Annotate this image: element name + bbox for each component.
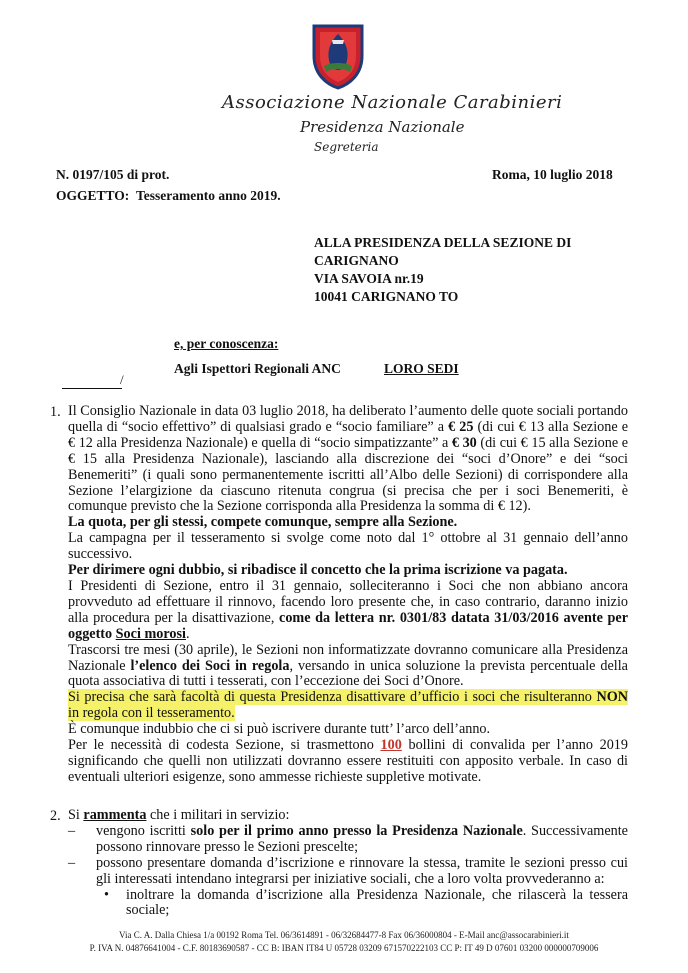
paragraph-stamps: Per le necessità di codesta Sezione, si trasmettono 100 bollini di convalida per l’anno 2019 significando che quelli non utilizzati dovranno essere restituiti con apposito verbale. In caso di eventuali ulteriori esigenze, sono ammesse richieste suppletive motivate. <box>68 737 628 785</box>
list-item: – vengono iscritti solo per il primo anno presso la Presidenza Nazionale. Successivamente possono rinnovare presso le Sezioni prescelte; <box>68 822 628 855</box>
recipient-line4: 10041 CARIGNANO TO <box>314 289 459 304</box>
section-2-number: 2. <box>50 808 61 824</box>
section-2-intro: Si rammenta che i militari in servizio: <box>68 807 290 823</box>
recipient-line1: ALLA PRESIDENZA DELLA SEZIONE DI <box>314 235 572 250</box>
org-presidency: Presidenza Nazionale <box>300 118 465 136</box>
place-date: Roma, 10 luglio 2018 <box>492 167 613 182</box>
section-1-body <box>68 404 628 786</box>
cc-loro-sedi: LORO SEDI <box>384 361 459 376</box>
footer-tax-bank: P. IVA N. 04876641004 - C.F. 80183690587 - CC B: IBAN IT84 U 05728 03209 671570222103 CC P: IT 49 D 07601 03200 000000709006 <box>89 943 599 953</box>
cc-label: e, per conoscenza: <box>174 336 279 351</box>
list-item: • inoltrare la domanda d’iscrizione alla Presidenza Nazionale, che rilascerà la tessera sociale; <box>104 886 628 919</box>
paragraph-anytime: È comunque indubbio che ci si può iscrivere durante tutt’ l’arco dell’anno. <box>68 721 491 738</box>
paragraph-quotas: Il Consiglio Nazionale in data 03 luglio 2018, ha deliberato l’aumento delle quote sociali portando quella di “socio effettivo” di qualsiasi grado e “socio familiare” a € 25 (di cui € 13 alla Sezione e € 12 alla Presidenza Nazionale) e quella di “socio simpatizzante” a € 30 (di cui € 15 alla Sezione e € 15 alla Presidenza Nazionale), lasciando alla discrezione dei “soci d’Onore” e dei “soci Benemeriti” (i quali sono permanentemente iscritti all’Albo delle Sezioni) di corrispondere alla Sezione l’elargizione da ciascuno ritenuta congrua (si precisa che per i soci Benemeriti, è comunque previsto che la Sezione corrisponda alla Presidenza la somma di € 12). <box>68 403 629 515</box>
subject-label: OGGETTO: <box>56 188 130 203</box>
anc-crest-logo <box>310 22 366 90</box>
cc-recipients: Agli Ispettori Regionali ANC <box>174 361 341 376</box>
paragraph-campaign: La campagna per il tesseramento si svolge come noto dal 1° ottobre al 31 gennaio dell’anno successivo. <box>68 530 628 563</box>
section-2-body <box>68 808 628 919</box>
subject: Tesseramento anno 2019. <box>136 188 281 203</box>
protocol-number: N. 0197/105 di prot. <box>56 167 170 182</box>
paragraph-first-registration: Per dirimere ogni dubbio, si ribadisce il concetto che la prima iscrizione va pagata. <box>68 562 568 579</box>
recipient-line2: CARIGNANO <box>314 253 399 268</box>
org-name: Associazione Nazionale Carabinieri <box>222 92 563 113</box>
paragraph-highlight: Si precisa che sarà facoltà di questa Presidenza disattivare d’ufficio i soci che risulteranno NON in regola con il tesseramento. <box>68 689 628 722</box>
paragraph-quota-section: La quota, per gli stessi, compete comunque, sempre alla Sezione. <box>68 514 458 531</box>
org-secretariat: Segreteria <box>314 140 379 154</box>
reference-slash: / <box>120 372 124 387</box>
recipient-line3: VIA SAVOIA nr.19 <box>314 271 424 286</box>
section-1-number: 1. <box>50 404 61 420</box>
reference-line <box>62 388 122 389</box>
list-item: – possono presentare domanda d’iscrizione e rinnovare la stessa, tramite le sezioni presso cui gli interessati intendano integrarsi per iniziative sociali, che a loro volta provvederanno a: <box>68 854 628 887</box>
paragraph-presidents: I Presidenti di Sezione, entro il 31 gennaio, solleciteranno i Soci che non abbiano ancora provveduto ad effettuare il rinnovo, facendo loro presente che, in caso contrario, daranno inizio alla procedura per la disattivazione, come da lettera nr. 0301/83 datata 31/03/2016 avente per oggetto Soci morosi. <box>68 577 628 642</box>
footer-address: Via C. A. Dalla Chiesa 1/a 00192 Roma Tel. 06/3614891 - 06/32684477-8 Fax 06/36000804 - E-Mail anc@assocarabinieri.it <box>119 930 569 940</box>
paragraph-deadline: Trascorsi tre mesi (30 aprile), le Sezioni non informatizzate dovranno comunicare alla Presidenza Nazionale l’elenco dei Soci in regola, versando in unica soluzione la prevista percentuale della quota associativa di tutti i tesserati, con l’eccezione dei Soci d’Onore. <box>68 641 628 690</box>
